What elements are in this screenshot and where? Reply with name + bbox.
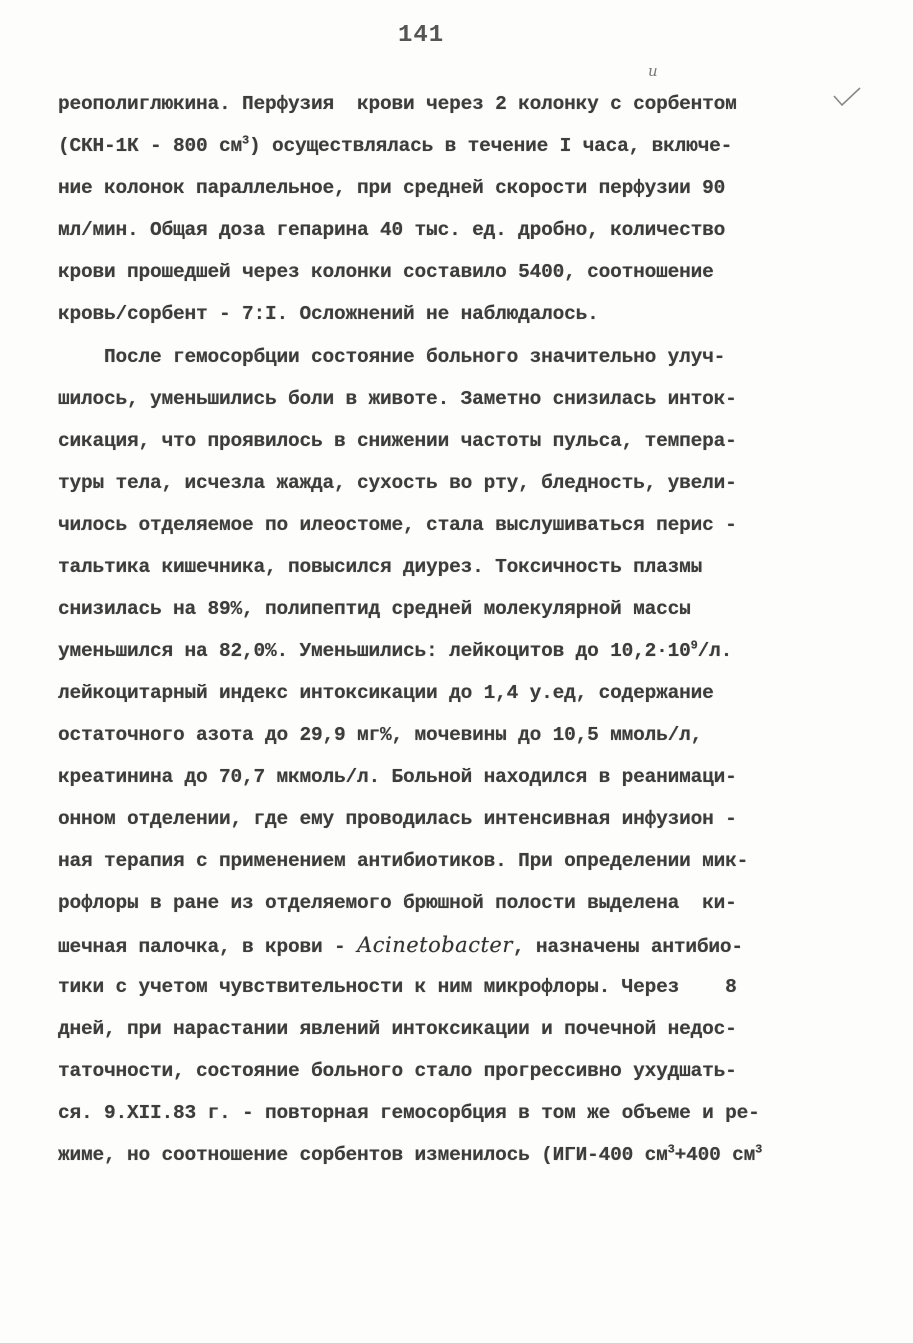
text-segment: шечная палочка, в крови - [58,936,358,958]
text-line: ние колонок параллельное, при средней скорости перфузии 90 [58,177,726,199]
text-line: лейкоцитарный индекс интоксикации до 1,4 у.ед, содержание [58,682,714,704]
superscript: 3 [667,1142,675,1157]
text-line [58,639,732,663]
text-line: После гемосорбции состояние больного значительно улуч- [58,346,726,368]
text-line: тики с учетом чувствительности к ним микрофлоры. Через 8 [58,976,737,998]
text-segment: /л. [697,640,733,662]
text-line: онном отделении, где ему проводилась интенсивная инфузион - [58,808,737,830]
superscript: 9 [690,638,698,653]
text-line: снизилась на 89%, полипептид средней молекулярной массы [58,598,691,620]
text-line: креатинина до 70,7 мкмоль/л. Больной находился в реанимаци- [58,766,737,788]
text-line: таточности, состояние больного стало прогрессивно ухудшать- [58,1060,737,1082]
handwritten-insert: Acinetobacter [357,933,513,957]
text-line: шилось, уменьшились боли в животе. Заметно снизилась инток- [58,388,737,410]
text-segment: +400 см [674,1144,756,1166]
text-line: рофлоры в ране из отделяемого брюшной полости выделена ки- [58,892,737,914]
text-line: тальтика кишечника, повысился диурез. Токсичность плазмы [58,556,703,578]
text-segment: жиме, но соотношение сорбентов изменилось (ИГИ-400 см [58,1144,668,1166]
text-line: остаточного азота до 29,9 мг%, мочевины до 10,5 ммоль/л, [58,724,703,746]
text-line: дней, при нарастании явлений интоксикации и почечной недос- [58,1018,737,1040]
text-line: крови прошедшей через колонки составило 5400, соотношение [58,261,714,283]
text-line: реополиглюкина. Перфузия крови через 2 колонку с сорбентом [58,93,737,115]
text-line: сикация, что проявилось в снижении частоты пульса, темпера- [58,430,737,452]
superscript: 3 [242,133,250,148]
text-line: ная терапия с применением антибиотиков. При определении мик- [58,850,749,872]
text-segment: , назначены антибио- [512,936,743,958]
text-line: ся. 9.XII.83 г. - повторная гемосорбция в том же объеме и ре- [58,1102,760,1124]
superscript: 3 [755,1142,763,1157]
text-line: туры тела, исчезла жажда, сухость во рту, бледность, увели- [58,472,737,494]
check-mark-icon [832,86,862,108]
text-line: кровь/сорбент - 7:I. Осложнений не наблюдалось. [58,303,599,325]
text-segment: ) осуществлялась в течение I часа, включе- [249,135,733,157]
text-segment: уменьшился на 82,0%. Уменьшились: лейкоцитов до 10,2·10 [58,640,691,662]
text-line [58,134,732,158]
page-number: 141 [398,22,445,49]
margin-note: и [648,62,658,80]
text-line: мл/мин. Общая доза гепарина 40 тыс. ед. дробно, количество [58,219,726,241]
text-line [58,933,743,959]
text-segment: (СКН-1К - 800 см [58,135,243,157]
text-line: чилось отделяемое по илеостоме, стала выслушиваться перис - [58,514,737,536]
text-line [58,1143,762,1167]
